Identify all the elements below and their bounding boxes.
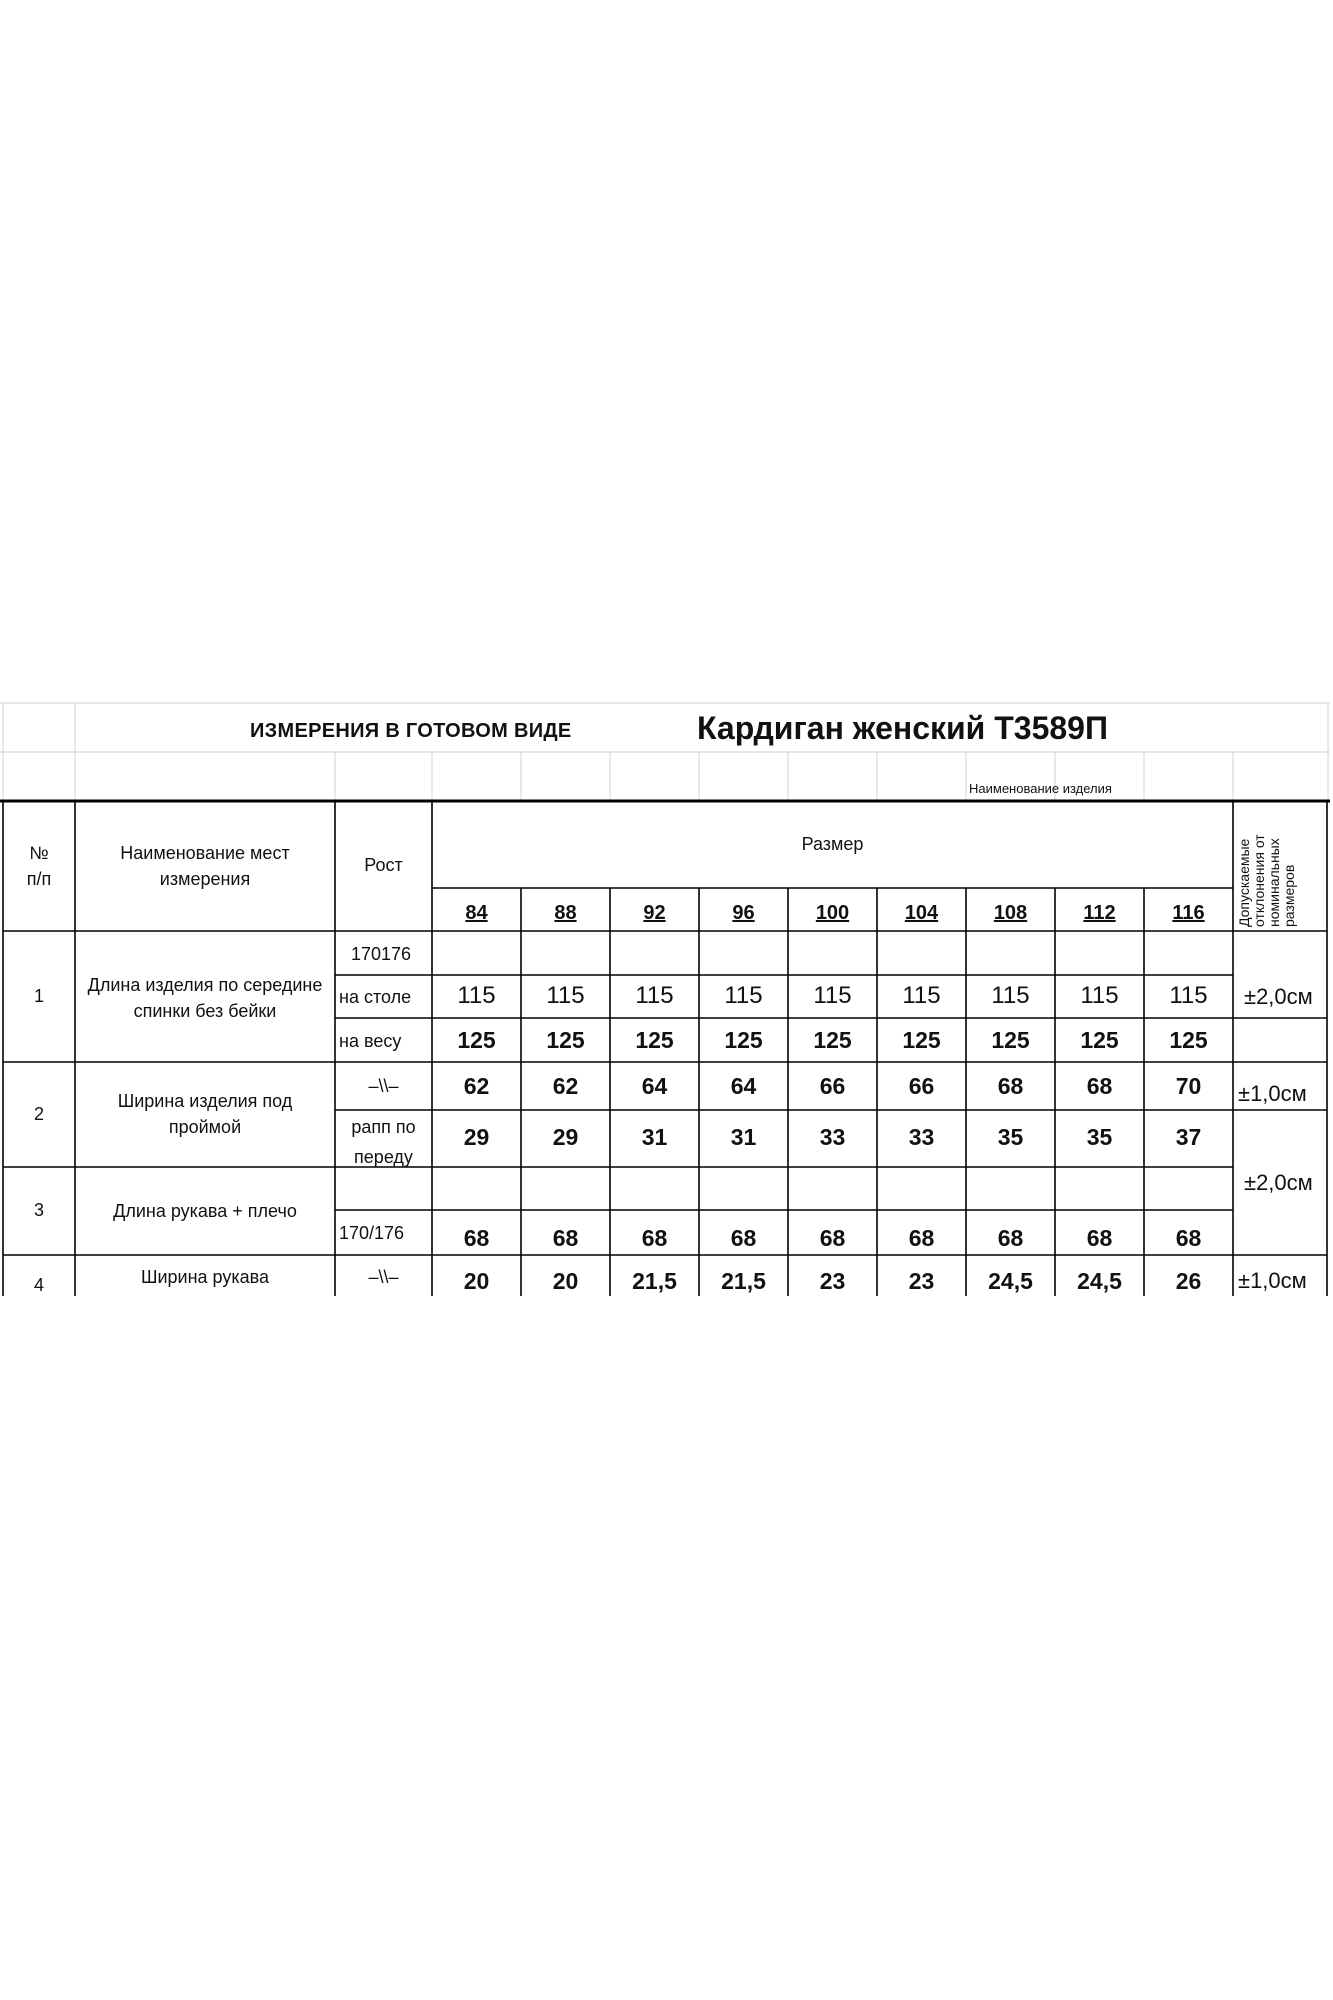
row3-name: Длина рукава + плечо	[113, 1201, 297, 1221]
size-84: 84	[465, 902, 488, 924]
size-112: 112	[1083, 902, 1116, 924]
col-header-size: Размер	[801, 834, 864, 854]
row1-vesu-108: 125	[991, 1027, 1030, 1053]
row4-108: 24,5	[988, 1268, 1033, 1294]
row1-stol-84: 115	[457, 982, 496, 1009]
row2-b-104: 33	[908, 1124, 935, 1150]
row3-88: 68	[552, 1225, 579, 1251]
row4-88: 20	[552, 1268, 579, 1294]
row4-92: 21,5	[632, 1268, 677, 1294]
row2-a-108: 68	[997, 1073, 1024, 1099]
row2-b-108: 35	[997, 1124, 1024, 1150]
row3-height-code: 170/176	[339, 1223, 405, 1243]
row1-stol-96: 115	[724, 982, 763, 1009]
row2-b-92: 31	[641, 1124, 668, 1150]
row4-100: 23	[819, 1268, 846, 1294]
row1-stol-112: 115	[1080, 982, 1119, 1009]
row2-a-96: 64	[730, 1073, 757, 1099]
row1-vesu-88: 125	[546, 1027, 585, 1053]
row4-num: 4	[33, 1275, 44, 1295]
size-100: 100	[815, 902, 850, 924]
row1-stol-100: 115	[813, 982, 852, 1009]
row2-tolerance: ±1,0см	[1238, 1081, 1307, 1106]
row1-vesu-84: 125	[457, 1027, 496, 1053]
row4-tolerance: ±1,0см	[1238, 1268, 1307, 1293]
col-header-name: Наименование мест измерения	[120, 843, 290, 889]
row4-104: 23	[908, 1268, 935, 1294]
size-116: 116	[1172, 902, 1205, 924]
row1-stol-116: 115	[1169, 982, 1208, 1009]
row2-b-112: 35	[1086, 1124, 1113, 1150]
row2-a-112: 68	[1086, 1073, 1113, 1099]
row2-a-92: 64	[641, 1073, 668, 1099]
row4-name: Ширина рукава	[140, 1267, 270, 1287]
row2-b-116: 37	[1175, 1124, 1202, 1150]
section-title: ИЗМЕРЕНИЯ В ГОТОВОМ ВИДЕ	[250, 720, 572, 742]
row4-label: –\\–	[368, 1267, 399, 1287]
size-88: 88	[554, 902, 577, 924]
row1-num: 1	[33, 986, 44, 1006]
row1-vesu-104: 125	[902, 1027, 941, 1053]
row2-b-84: 29	[463, 1124, 490, 1150]
row2-sub2-label: рапп по переду	[351, 1117, 416, 1167]
row1-stol-104: 115	[902, 982, 941, 1009]
row1-vesu-112: 125	[1080, 1027, 1119, 1053]
row2-3-tolerance: ±2,0см	[1244, 1170, 1313, 1195]
size-108: 108	[993, 902, 1028, 924]
row2-b-88: 29	[552, 1124, 579, 1150]
row3-108: 68	[997, 1225, 1024, 1251]
row4-84: 20	[463, 1268, 490, 1294]
row1-tolerance: ±2,0см	[1244, 984, 1313, 1009]
row1-stol-108: 115	[991, 982, 1030, 1009]
row2-b-96: 31	[730, 1124, 757, 1150]
row3-112: 68	[1086, 1225, 1113, 1251]
row2-num: 2	[33, 1104, 44, 1124]
row2-a-100: 66	[819, 1073, 846, 1099]
row1-sub1-label: на столе	[339, 987, 412, 1007]
row4-96: 21,5	[721, 1268, 766, 1294]
row1-stol-88: 115	[546, 982, 585, 1009]
row3-84: 68	[463, 1225, 490, 1251]
col-header-tolerance: Допускаемые отклонения от номинальных размеров	[1236, 834, 1297, 927]
row2-name: Ширина изделия под проймой	[117, 1091, 293, 1137]
row1-name: Длина изделия по середине спинки без бейки	[87, 975, 323, 1021]
product-caption: Наименование изделия	[969, 781, 1112, 796]
row2-a-84: 62	[463, 1073, 490, 1099]
row4-112: 24,5	[1077, 1268, 1122, 1294]
product-title: Кардиган женский Т3589П	[697, 710, 1108, 746]
col-header-height: Рост	[364, 855, 403, 875]
row1-vesu-116: 125	[1169, 1027, 1208, 1053]
row1-stol-92: 115	[635, 982, 674, 1009]
row1-vesu-92: 125	[635, 1027, 674, 1053]
row1-height-code: 170176	[351, 944, 412, 964]
row2-a-88: 62	[552, 1073, 579, 1099]
row3-92: 68	[641, 1225, 668, 1251]
row4-116: 26	[1175, 1268, 1202, 1294]
row1-vesu-96: 125	[724, 1027, 763, 1053]
size-96: 96	[732, 902, 755, 924]
row2-sub1-label: –\\–	[368, 1076, 399, 1096]
row2-a-116: 70	[1175, 1073, 1202, 1099]
size-104: 104	[904, 902, 939, 924]
row3-num: 3	[33, 1200, 44, 1220]
size-92: 92	[643, 902, 666, 924]
row2-b-100: 33	[819, 1124, 846, 1150]
row2-a-104: 66	[908, 1073, 935, 1099]
row1-vesu-100: 125	[813, 1027, 852, 1053]
row3-100: 68	[819, 1225, 846, 1251]
col-header-num: № п/п	[26, 843, 52, 889]
row3-96: 68	[730, 1225, 757, 1251]
row3-116: 68	[1175, 1225, 1202, 1251]
row1-sub2-label: на весу	[339, 1031, 402, 1051]
row3-104: 68	[908, 1225, 935, 1251]
